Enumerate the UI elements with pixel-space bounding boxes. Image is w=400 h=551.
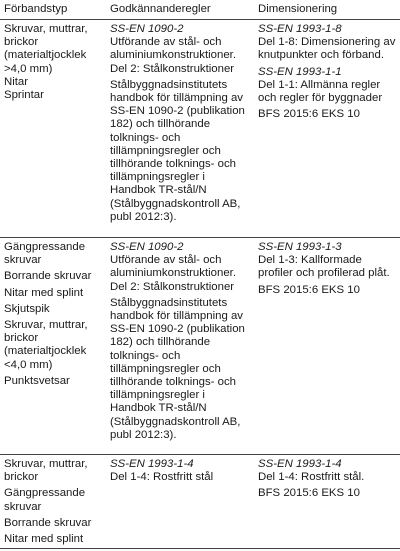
row3-dim-standard: SS-EN 1993-1-4 <box>258 458 342 470</box>
row2-dim-standard: SS-EN 1993-1-3 <box>258 241 342 253</box>
header-dimensionering: Dimensionering <box>258 3 338 15</box>
row1-dim-standard: SS-EN 1993-1-1 <box>258 65 342 78</box>
header-forbandstyp: Förbandstyp <box>4 3 68 15</box>
row2-type-item: Gängpressande skruvar <box>4 241 86 267</box>
row3-type-item: Gängpressande skruvar <box>4 487 86 513</box>
row3-approval-line: Del 1-4: Rostfritt stål <box>110 471 214 484</box>
row1-dim-text: Del 1-1: Allmänna regler och regler för byggnader <box>258 78 383 105</box>
row3-dim-bfs: BFS 2015:6 EKS 10 <box>258 487 360 500</box>
row2-type-item: Punktsvetsar <box>4 374 70 387</box>
row2-dimensioning <box>258 241 398 300</box>
row2-connection-types <box>4 241 104 391</box>
row1-approval-line: Del 2: Stålkonstruktioner <box>110 62 235 75</box>
row2-dim-bfs: BFS 2015:6 EKS 10 <box>258 283 360 296</box>
row-divider <box>0 237 400 238</box>
row1-type-item: Sprintar <box>4 89 44 102</box>
row1-connection-types <box>4 23 104 102</box>
row3-type-item: Borrande skruvar <box>4 516 92 529</box>
row2-approval-rules <box>110 241 250 445</box>
row1-dim-text: Del 1-8: Dimensionering av knutpunkter och förband. <box>258 36 396 62</box>
table-bottom-rule <box>0 548 400 549</box>
row1-dim-standard: SS-EN 1993-1-8 <box>258 23 342 35</box>
row2-approval-line: Utförande av stål- och aluminiumkonstruktioner. <box>110 254 236 280</box>
row3-dim-text: Del 1-4: Rostfritt stål. <box>258 471 365 484</box>
row3-connection-types <box>4 458 104 549</box>
table-header <box>0 3 400 17</box>
row3-approval-rules <box>110 458 250 487</box>
row1-approval-standard: SS-EN 1090-2 <box>110 23 184 35</box>
row3-type-item: Nitar med splint <box>4 533 84 546</box>
row2-type-item: Skjutspik <box>4 302 50 315</box>
row2-dim-text: Del 1-3: Kallformade profiler och profilerad plåt. <box>258 254 390 280</box>
row3-approval-standard: SS-EN 1993-1-4 <box>110 458 194 470</box>
row2-type-item: Borrande skruvar <box>4 270 92 283</box>
row1-approval-handbook: Stålbyggnadsinstitutets handbok för tillämpning av SS-EN 1090-2 (publikation 182) och tillhörande tolknings- och tillämpningsregler och tillhörande tolknings- och tillämpningsregler i Handbok TR-stål/N (Stålbyggnadskontroll AB, publ 2012:3). <box>110 78 245 223</box>
row1-dimensioning <box>258 23 398 124</box>
header-godkannanderegler: Godkännanderegler <box>110 3 211 15</box>
row1-dim-bfs: BFS 2015:6 EKS 10 <box>258 108 360 121</box>
row1-type-item: Nitar <box>4 75 29 88</box>
header-divider <box>0 19 400 20</box>
row2-type-item: Skruvar, muttrar, brickor (materialtjocklek <4,0 mm) <box>4 319 88 371</box>
row-divider <box>0 454 400 455</box>
row2-approval-handbook: Stålbyggnadsinstitutets handbok för tillämpning av SS-EN 1090-2 (publikation 182) och tillhörande tolknings- och tillämpningsregler och tillhörande tolknings- och tillämpningsregler i Handbok TR-stål/N (Stålbyggnadskontroll AB, publ 2012:3). <box>110 296 245 441</box>
row2-approval-standard: SS-EN 1090-2 <box>110 241 184 253</box>
row3-dimensioning <box>258 458 398 504</box>
row1-approval-line: Utförande av stål- och aluminiumkonstruktioner. <box>110 36 236 62</box>
row1-approval-rules <box>110 23 250 227</box>
row2-approval-line: Del 2: Stålkonstruktioner <box>110 280 235 293</box>
row1-type-item: Skruvar, muttrar, brickor (materialtjocklek >4,0 mm) <box>4 23 88 75</box>
row2-type-item: Nitar med splint <box>4 286 84 299</box>
row3-type-item: Skruvar, muttrar, brickor <box>4 458 88 484</box>
